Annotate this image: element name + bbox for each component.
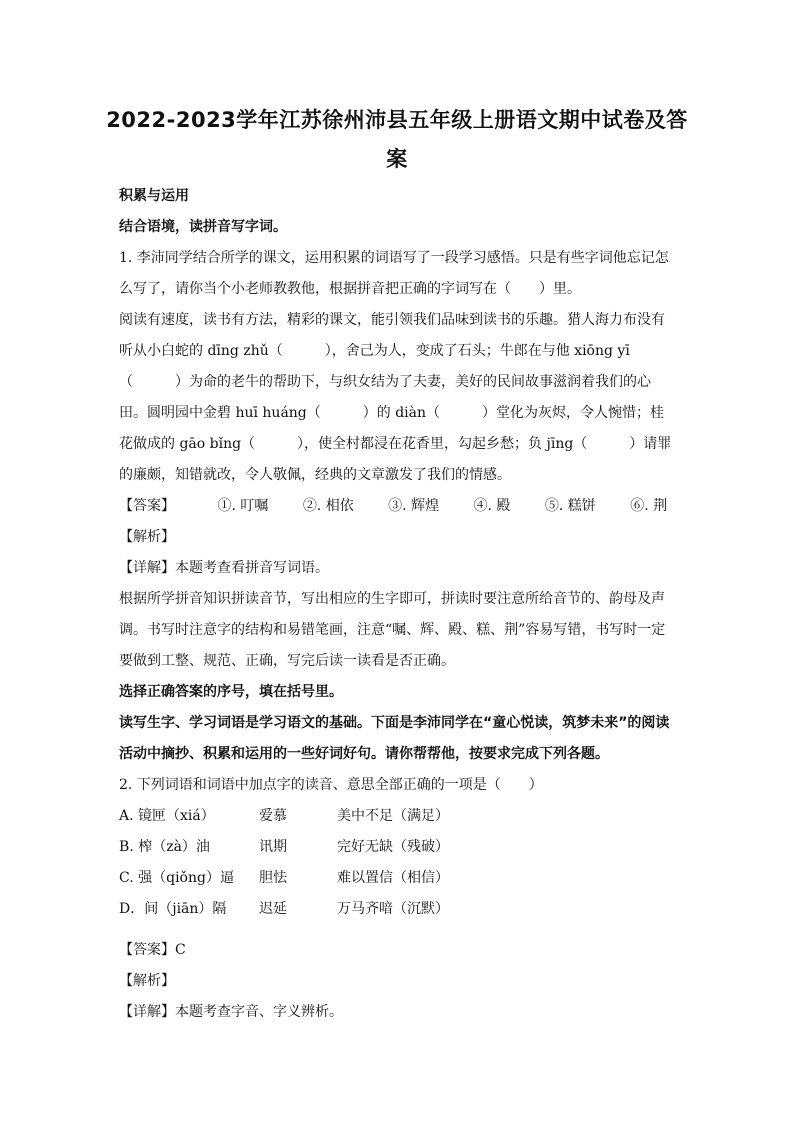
q2-option-b [119,832,675,863]
q1-answer-1: ①. 叮嘱 [217,498,269,514]
q2-stem: 2. 下列词语和词语中加点字的读音、意思全部正确的一项是（ ） [119,777,543,793]
q1-detail: 【详解】本题考查看拼音写词语。 [119,560,329,576]
option-a-word2: 爱慕 [259,808,287,824]
q2-option-c [119,863,675,894]
q1-stem: 1. 李沛同学结合所学的课文，运用积累的词语写了一段学习感悟。只是有些字词他忘记怎么写了，请你当个小老师教教他，根据拼音把正确的字词写在（ ）里。 [119,250,669,297]
q2-option-d [119,894,675,925]
q2-detail: 【详解】本题考查字音、字义辨析。 [119,1004,343,1020]
q1-answer-4: ④. 殿 [473,498,511,514]
q1-answer-6: ⑥. 荆 [630,498,668,514]
q1-answer-3: ③. 辉煌 [388,498,440,514]
q2-analysis-label: 【解析】 [119,973,175,989]
q1-analysis-label: 【解析】 [119,529,175,545]
q2-option-a [119,801,675,832]
part2-intro: 读写生字、学习词语是学习语文的基础。下面是李沛同学在“童心悦读，筑梦未来”的阅读活动中摘抄、积累和运用的一些好词好句。请你帮帮他，按要求完成下列各题。 [119,715,670,762]
q1-answer-label: 【答案】 [119,498,175,514]
option-c-word1: C. 强（qiǒng）逼 [119,870,234,886]
q1-answer-5: ⑤. 糕饼 [544,498,596,514]
option-d-word1: D．间（jiān）隔 [119,901,227,917]
option-c-word2: 胆怯 [259,870,287,886]
option-d-word2: 迟延 [259,901,287,917]
option-b-word1: B. 榨（zà）油 [119,839,210,855]
section-heading: 积累与运用 [119,188,189,204]
document-body [119,181,675,1028]
option-b-word3: 完好无缺（残破） [337,839,449,855]
q1-passage: 阅读有速度，读书有方法，精彩的课文，能引领我们品味到读书的乐趣。猎人海力布没有听从小白蛇的 dīng zhǔ（ ），舍己为人，变成了石头；牛郎在与他 xiōng yī（ ）为命的老牛的帮助下，与织女结为了夫妻，美好的民间故事滋润着我们的心田。圆明园中金碧 huī huáng（ ）的 diàn（ ）堂化为灰烬，令人惋惜；桂花做成的 gāo bǐng（ ），使全村都浸在花香里，勾起乡愁；负 jīng（ ）请罪的廉颇，知错就改，令人敬佩，经典的文章激发了我们的情感。 [119,312,672,483]
q2-answer: 【答案】C [119,942,186,958]
option-a-word3: 美中不足（满足） [337,808,449,824]
document-title: 2022-2023学年江苏徐州沛县五年级上册语文期中试卷及答案 [106,108,688,171]
spacer [119,925,675,935]
option-a-word1: A. 镜匣（xiá） [119,808,215,824]
option-c-word3: 难以置信（相信） [337,870,449,886]
part1-instruction: 结合语境，读拼音写字词。 [119,219,287,235]
part2-instruction: 选择正确答案的序号，填在括号里。 [119,684,343,700]
q1-answer-2: ②. 相依 [302,498,354,514]
option-b-word2: 讯期 [259,839,287,855]
q1-explanation: 根据所学拼音知识拼读音节，写出相应的生字即可，拼读时要注意所给音节的、韵母及声调。书写时注意字的结构和易错笔画，注意“嘱、辉、殿、糕、荆”容易写错，书写时一定要做到工整、规范、正确，写完后读一读看是否正确。 [119,591,666,669]
q1-answer [119,491,675,522]
option-d-word3: 万马齐喑（沉默） [337,901,449,917]
